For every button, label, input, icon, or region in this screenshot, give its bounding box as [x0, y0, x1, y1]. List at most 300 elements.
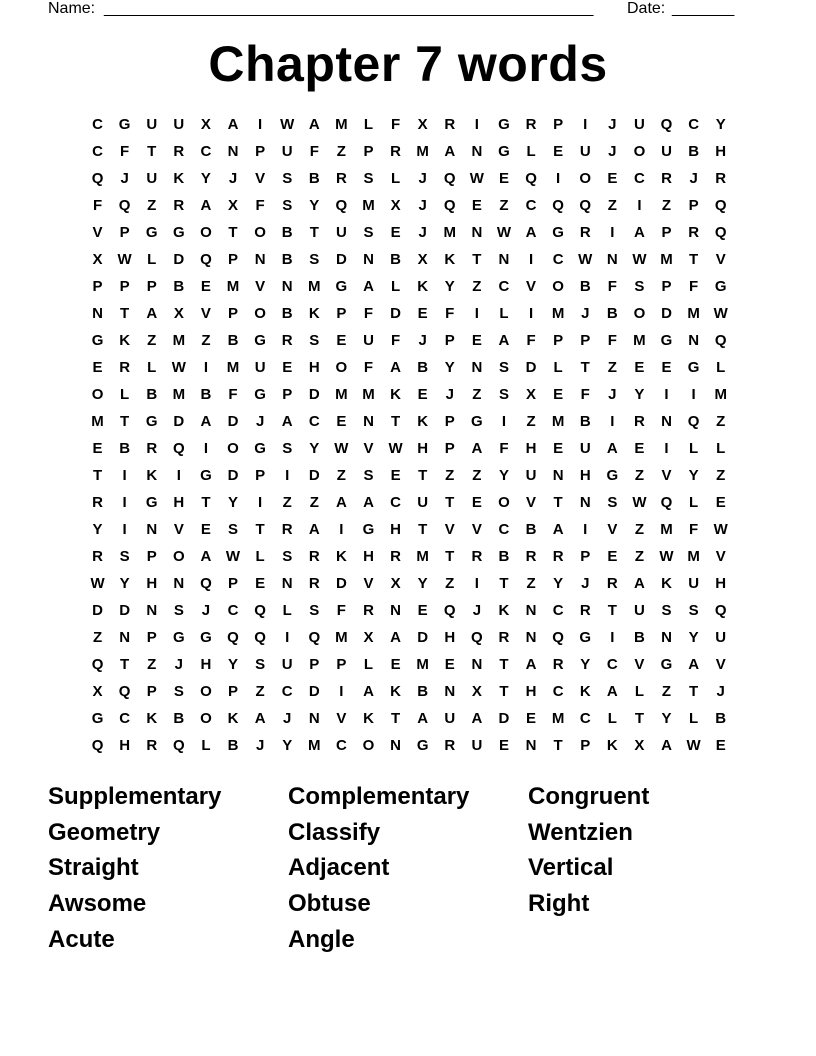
grid-letter[interactable]: Z [445, 467, 455, 484]
grid-letter[interactable]: W [578, 251, 593, 268]
grid-letter[interactable]: L [716, 359, 726, 376]
grid-letter[interactable]: H [715, 143, 727, 160]
grid-letter[interactable]: W [280, 116, 295, 133]
grid-letter[interactable]: T [553, 494, 563, 511]
grid-letter[interactable]: Q [660, 116, 673, 133]
grid-letter[interactable]: S [173, 602, 184, 619]
grid-letter[interactable]: B [498, 548, 510, 565]
grid-letter[interactable]: E [471, 494, 482, 511]
grid-letter[interactable]: I [339, 683, 344, 700]
grid-letter[interactable]: F [580, 386, 590, 403]
grid-letter[interactable]: J [283, 710, 292, 727]
grid-letter[interactable]: I [339, 521, 344, 538]
grid-letter[interactable]: A [417, 710, 429, 727]
grid-letter[interactable]: Z [716, 413, 726, 430]
grid-letter[interactable]: H [119, 737, 131, 754]
grid-letter[interactable]: L [390, 170, 401, 187]
grid-letter[interactable]: G [416, 737, 429, 754]
grid-letter[interactable]: A [525, 224, 537, 241]
grid-letter[interactable]: W [334, 440, 349, 457]
grid-letter[interactable]: Z [147, 656, 157, 673]
grid-letter[interactable]: N [146, 521, 158, 538]
grid-letter[interactable]: B [417, 359, 429, 376]
grid-letter[interactable]: P [228, 575, 239, 592]
grid-letter[interactable]: B [146, 386, 158, 403]
grid-letter[interactable]: E [634, 440, 645, 457]
grid-letter[interactable]: U [417, 494, 429, 511]
grid-letter[interactable]: V [526, 494, 537, 511]
grid-letter[interactable]: N [552, 467, 564, 484]
grid-letter[interactable]: U [281, 143, 293, 160]
grid-letter[interactable]: N [498, 251, 510, 268]
grid-letter[interactable]: Q [471, 629, 483, 646]
grid-letter[interactable]: P [146, 683, 157, 700]
grid-letter[interactable]: H [173, 494, 185, 511]
grid-letter[interactable]: Z [607, 359, 617, 376]
grid-letter[interactable]: U [579, 440, 591, 457]
grid-letter[interactable]: P [580, 548, 591, 565]
grid-letter[interactable]: E [498, 170, 509, 187]
grid-letter[interactable]: R [308, 575, 320, 592]
grid-letter[interactable]: M [91, 413, 104, 430]
grid-letter[interactable]: U [254, 359, 266, 376]
grid-letter[interactable]: Y [688, 629, 699, 646]
grid-letter[interactable]: O [579, 170, 592, 187]
grid-letter[interactable]: O [172, 548, 185, 565]
grid-letter[interactable]: R [390, 548, 401, 565]
grid-letter[interactable]: Y [417, 575, 428, 592]
grid-letter[interactable]: F [120, 143, 130, 160]
grid-letter[interactable]: N [281, 575, 293, 592]
grid-letter[interactable]: N [363, 251, 374, 268]
grid-letter[interactable]: X [390, 575, 401, 592]
grid-letter[interactable]: A [335, 494, 347, 511]
grid-letter[interactable]: O [200, 710, 212, 727]
grid-letter[interactable]: B [390, 251, 401, 268]
grid-letter[interactable]: E [417, 602, 428, 619]
grid-letter[interactable]: R [308, 548, 320, 565]
grid-letter[interactable]: C [579, 710, 591, 727]
grid-letter[interactable]: S [309, 602, 320, 619]
grid-letter[interactable]: G [145, 224, 158, 241]
grid-letter[interactable]: Z [526, 575, 536, 592]
grid-letter[interactable]: H [200, 656, 212, 673]
grid-letter[interactable]: J [120, 170, 129, 187]
grid-letter[interactable]: A [661, 737, 672, 754]
name-field[interactable]: _______________________________________________________ [104, 0, 594, 17]
grid-letter[interactable]: I [474, 116, 479, 133]
grid-letter[interactable]: X [471, 683, 482, 700]
grid-letter[interactable]: J [418, 332, 427, 349]
grid-letter[interactable]: Z [716, 467, 726, 484]
grid-letter[interactable]: G [687, 359, 700, 376]
grid-letter[interactable]: Y [444, 359, 455, 376]
grid-letter[interactable]: I [285, 467, 290, 484]
grid-letter[interactable]: Y [498, 467, 509, 484]
grid-letter[interactable]: E [553, 386, 564, 403]
grid-letter[interactable]: I [203, 440, 208, 457]
grid-letter[interactable]: L [553, 359, 563, 376]
grid-letter[interactable]: V [607, 521, 618, 538]
grid-letter[interactable]: G [552, 224, 564, 241]
grid-letter[interactable]: R [634, 413, 645, 430]
grid-letter[interactable]: M [172, 332, 186, 349]
grid-letter[interactable]: C [688, 116, 700, 133]
grid-letter[interactable]: Y [661, 710, 672, 727]
grid-letter[interactable]: M [660, 521, 673, 538]
grid-letter[interactable]: J [716, 683, 725, 700]
grid-letter[interactable]: I [474, 305, 479, 322]
grid-letter[interactable]: L [255, 548, 265, 565]
grid-letter[interactable]: C [606, 656, 618, 673]
grid-letter[interactable]: P [444, 413, 455, 430]
grid-letter[interactable]: A [308, 116, 320, 133]
grid-letter[interactable]: J [581, 305, 590, 322]
grid-letter[interactable]: S [309, 251, 320, 268]
grid-letter[interactable]: A [363, 683, 374, 700]
grid-letter[interactable]: T [689, 683, 699, 700]
grid-letter[interactable]: C [552, 683, 564, 700]
grid-letter[interactable]: P [119, 278, 130, 295]
grid-letter[interactable]: I [203, 359, 208, 376]
grid-letter[interactable]: L [689, 494, 699, 511]
grid-letter[interactable]: E [715, 494, 726, 511]
grid-letter[interactable]: A [552, 521, 564, 538]
grid-letter[interactable]: A [688, 656, 700, 673]
grid-letter[interactable]: N [525, 602, 537, 619]
grid-letter[interactable]: M [335, 629, 348, 646]
grid-letter[interactable]: S [255, 656, 266, 673]
grid-letter[interactable]: J [608, 116, 617, 133]
grid-letter[interactable]: Q [552, 197, 564, 214]
grid-letter[interactable]: S [282, 170, 293, 187]
grid-letter[interactable]: O [633, 305, 646, 322]
grid-letter[interactable]: M [308, 278, 321, 295]
grid-letter[interactable]: A [308, 521, 320, 538]
grid-letter[interactable]: Y [92, 521, 103, 538]
grid-letter[interactable]: Y [688, 467, 699, 484]
grid-letter[interactable]: U [146, 116, 158, 133]
grid-letter[interactable]: T [228, 224, 238, 241]
grid-letter[interactable]: T [499, 683, 509, 700]
grid-letter[interactable]: T [418, 467, 428, 484]
grid-letter[interactable]: T [255, 521, 265, 538]
grid-letter[interactable]: K [498, 602, 510, 619]
grid-letter[interactable]: E [526, 710, 537, 727]
grid-letter[interactable]: A [390, 629, 401, 646]
grid-letter[interactable]: F [255, 197, 265, 214]
grid-letter[interactable]: W [171, 359, 186, 376]
grid-letter[interactable]: E [661, 359, 672, 376]
grid-letter[interactable]: V [255, 170, 266, 187]
grid-letter[interactable]: Z [445, 575, 455, 592]
grid-letter[interactable]: Y [309, 440, 320, 457]
grid-letter[interactable]: Q [91, 737, 104, 754]
grid-letter[interactable]: X [390, 197, 401, 214]
grid-letter[interactable]: G [498, 143, 510, 160]
grid-letter[interactable]: I [664, 386, 669, 403]
grid-letter[interactable]: C [308, 413, 320, 430]
grid-letter[interactable]: A [227, 116, 239, 133]
grid-letter[interactable]: P [146, 629, 157, 646]
grid-letter[interactable]: X [173, 305, 184, 322]
grid-letter[interactable]: L [147, 359, 157, 376]
grid-letter[interactable]: J [255, 737, 265, 754]
grid-letter[interactable]: D [417, 629, 429, 646]
grid-letter[interactable]: G [254, 440, 266, 457]
grid-letter[interactable]: Q [308, 629, 321, 646]
grid-letter[interactable]: Q [172, 737, 185, 754]
grid-letter[interactable]: K [579, 683, 591, 700]
grid-letter[interactable]: F [390, 332, 401, 349]
grid-letter[interactable]: I [258, 116, 263, 133]
grid-letter[interactable]: L [607, 710, 617, 727]
grid-letter[interactable]: W [659, 548, 674, 565]
grid-letter[interactable]: T [201, 494, 211, 511]
grid-letter[interactable]: C [119, 710, 131, 727]
grid-letter[interactable]: R [498, 629, 510, 646]
grid-letter[interactable]: J [472, 602, 482, 619]
grid-letter[interactable]: F [607, 278, 617, 295]
grid-letter[interactable]: S [363, 224, 374, 241]
grid-letter[interactable]: J [418, 197, 427, 214]
grid-letter[interactable]: U [281, 656, 293, 673]
grid-letter[interactable]: A [606, 683, 618, 700]
grid-letter[interactable]: D [119, 602, 131, 619]
grid-letter[interactable]: I [583, 521, 588, 538]
grid-letter[interactable]: L [363, 116, 374, 133]
grid-letter[interactable]: E [471, 197, 482, 214]
grid-letter[interactable]: C [498, 521, 510, 538]
grid-letter[interactable]: W [632, 251, 647, 268]
grid-letter[interactable]: B [579, 413, 591, 430]
grid-letter[interactable]: N [363, 413, 374, 430]
grid-letter[interactable]: A [200, 548, 212, 565]
grid-letter[interactable]: L [120, 386, 130, 403]
grid-letter[interactable]: A [281, 413, 293, 430]
grid-letter[interactable]: V [471, 521, 482, 538]
grid-letter[interactable]: C [227, 602, 239, 619]
grid-letter[interactable]: A [471, 440, 483, 457]
grid-letter[interactable]: C [335, 737, 347, 754]
grid-letter[interactable]: G [145, 494, 158, 511]
grid-letter[interactable]: A [390, 359, 401, 376]
grid-letter[interactable]: Z [92, 629, 103, 646]
grid-letter[interactable]: P [661, 278, 672, 295]
grid-letter[interactable]: B [227, 737, 239, 754]
grid-letter[interactable]: T [499, 656, 509, 673]
grid-letter[interactable]: X [363, 629, 374, 646]
grid-letter[interactable]: R [444, 737, 456, 754]
grid-letter[interactable]: R [552, 656, 564, 673]
grid-letter[interactable]: Q [443, 602, 456, 619]
grid-letter[interactable]: D [661, 305, 672, 322]
grid-letter[interactable]: O [552, 278, 564, 295]
grid-letter[interactable]: M [687, 305, 700, 322]
grid-letter[interactable]: D [335, 251, 347, 268]
grid-letter[interactable]: Z [282, 494, 292, 511]
grid-letter[interactable]: R [661, 170, 672, 187]
grid-letter[interactable]: N [281, 278, 293, 295]
grid-letter[interactable]: D [227, 413, 239, 430]
grid-letter[interactable]: K [308, 305, 320, 322]
grid-letter[interactable]: E [607, 170, 618, 187]
grid-letter[interactable]: M [443, 224, 457, 241]
grid-letter[interactable]: A [146, 305, 158, 322]
grid-letter[interactable]: I [122, 467, 127, 484]
grid-letter[interactable]: C [390, 494, 401, 511]
grid-letter[interactable]: T [92, 467, 103, 484]
grid-letter[interactable]: G [362, 521, 375, 538]
grid-letter[interactable]: I [637, 197, 642, 214]
grid-letter[interactable]: A [254, 710, 266, 727]
grid-letter[interactable]: U [335, 224, 347, 241]
grid-letter[interactable]: M [416, 548, 429, 565]
grid-letter[interactable]: X [92, 683, 103, 700]
grid-letter[interactable]: I [122, 521, 127, 538]
grid-letter[interactable]: S [363, 170, 374, 187]
grid-letter[interactable]: Z [472, 278, 482, 295]
grid-letter[interactable]: C [552, 602, 564, 619]
grid-letter[interactable]: Z [147, 197, 157, 214]
grid-letter[interactable]: T [445, 548, 455, 565]
grid-letter[interactable]: Z [336, 467, 346, 484]
grid-letter[interactable]: W [469, 170, 484, 187]
grid-letter[interactable]: K [661, 575, 672, 592]
grid-letter[interactable]: E [417, 305, 428, 322]
grid-letter[interactable]: R [525, 548, 537, 565]
grid-letter[interactable]: W [225, 548, 241, 565]
grid-letter[interactable]: G [200, 467, 212, 484]
grid-letter[interactable]: H [308, 359, 320, 376]
grid-letter[interactable]: Q [714, 332, 727, 349]
grid-letter[interactable]: F [363, 305, 374, 322]
grid-letter[interactable]: O [227, 440, 239, 457]
grid-letter[interactable]: S [363, 467, 374, 484]
grid-letter[interactable]: T [309, 224, 319, 241]
grid-letter[interactable]: S [228, 521, 239, 538]
grid-letter[interactable]: U [634, 602, 645, 619]
grid-letter[interactable]: O [200, 683, 212, 700]
grid-letter[interactable]: X [417, 251, 428, 268]
grid-letter[interactable]: Z [526, 413, 536, 430]
grid-letter[interactable]: C [552, 251, 564, 268]
grid-letter[interactable]: O [362, 737, 375, 754]
grid-letter[interactable]: M [172, 386, 186, 403]
grid-letter[interactable]: P [553, 332, 564, 349]
grid-letter[interactable]: R [552, 548, 564, 565]
grid-letter[interactable]: S [634, 278, 645, 295]
grid-letter[interactable]: Y [553, 575, 564, 592]
grid-letter[interactable]: J [608, 386, 617, 403]
grid-letter[interactable]: V [715, 251, 726, 268]
grid-letter[interactable]: G [660, 656, 673, 673]
grid-letter[interactable]: M [335, 386, 348, 403]
grid-letter[interactable]: O [91, 386, 104, 403]
word-search-grid[interactable] [84, 111, 735, 759]
grid-letter[interactable]: P [661, 224, 672, 241]
grid-letter[interactable]: I [610, 629, 615, 646]
grid-letter[interactable]: R [173, 197, 185, 214]
grid-letter[interactable]: Z [472, 467, 482, 484]
grid-letter[interactable]: V [255, 278, 266, 295]
grid-letter[interactable]: W [713, 305, 728, 322]
grid-letter[interactable]: D [335, 575, 347, 592]
grid-letter[interactable]: R [92, 494, 103, 511]
grid-letter[interactable]: W [117, 251, 132, 268]
grid-letter[interactable]: Q [200, 251, 212, 268]
grid-letter[interactable]: M [551, 305, 565, 322]
grid-letter[interactable]: B [579, 278, 591, 295]
grid-letter[interactable]: U [634, 116, 645, 133]
grid-letter[interactable]: H [363, 548, 374, 565]
grid-letter[interactable]: A [200, 413, 212, 430]
grid-letter[interactable]: D [308, 467, 320, 484]
grid-letter[interactable]: N [390, 737, 401, 754]
grid-letter[interactable]: T [120, 413, 130, 430]
grid-letter[interactable]: T [390, 413, 401, 430]
grid-letter[interactable]: C [92, 143, 103, 160]
grid-letter[interactable]: Z [607, 197, 617, 214]
grid-letter[interactable]: V [336, 710, 347, 727]
grid-letter[interactable]: N [688, 332, 700, 349]
grid-letter[interactable]: Q [714, 602, 727, 619]
grid-letter[interactable]: M [714, 386, 727, 403]
grid-letter[interactable]: U [146, 170, 158, 187]
grid-letter[interactable]: Q [714, 197, 727, 214]
grid-letter[interactable]: E [92, 359, 103, 376]
grid-letter[interactable]: N [471, 143, 483, 160]
grid-letter[interactable]: R [525, 116, 537, 133]
grid-letter[interactable]: N [471, 656, 483, 673]
grid-letter[interactable]: R [471, 548, 483, 565]
grid-letter[interactable]: C [92, 116, 103, 133]
grid-letter[interactable]: B [281, 251, 293, 268]
grid-letter[interactable]: D [173, 251, 185, 268]
grid-letter[interactable]: L [363, 656, 374, 673]
grid-letter[interactable]: I [610, 413, 615, 430]
grid-letter[interactable]: U [579, 143, 591, 160]
grid-letter[interactable]: C [281, 683, 293, 700]
grid-letter[interactable]: B [525, 521, 537, 538]
grid-letter[interactable]: X [526, 386, 537, 403]
grid-letter[interactable]: A [444, 143, 456, 160]
grid-letter[interactable]: E [282, 359, 293, 376]
grid-letter[interactable]: T [418, 521, 428, 538]
grid-letter[interactable]: I [176, 467, 181, 484]
grid-letter[interactable]: Q [172, 440, 185, 457]
grid-letter[interactable]: F [92, 197, 103, 214]
grid-letter[interactable]: L [526, 143, 536, 160]
grid-letter[interactable]: M [226, 278, 240, 295]
grid-letter[interactable]: V [363, 575, 374, 592]
grid-letter[interactable]: O [335, 359, 348, 376]
grid-letter[interactable]: Z [634, 521, 644, 538]
grid-letter[interactable]: F [689, 278, 699, 295]
grid-letter[interactable]: G [471, 413, 483, 430]
grid-letter[interactable]: M [660, 251, 673, 268]
grid-letter[interactable]: P [336, 305, 347, 322]
grid-letter[interactable]: N [661, 413, 672, 430]
grid-letter[interactable]: Z [661, 683, 672, 700]
grid-letter[interactable]: T [580, 359, 590, 376]
grid-letter[interactable]: T [607, 602, 617, 619]
grid-letter[interactable]: K [227, 710, 239, 727]
grid-letter[interactable]: N [444, 683, 456, 700]
grid-letter[interactable]: L [282, 602, 292, 619]
grid-letter[interactable]: J [418, 224, 427, 241]
grid-letter[interactable]: X [92, 251, 103, 268]
